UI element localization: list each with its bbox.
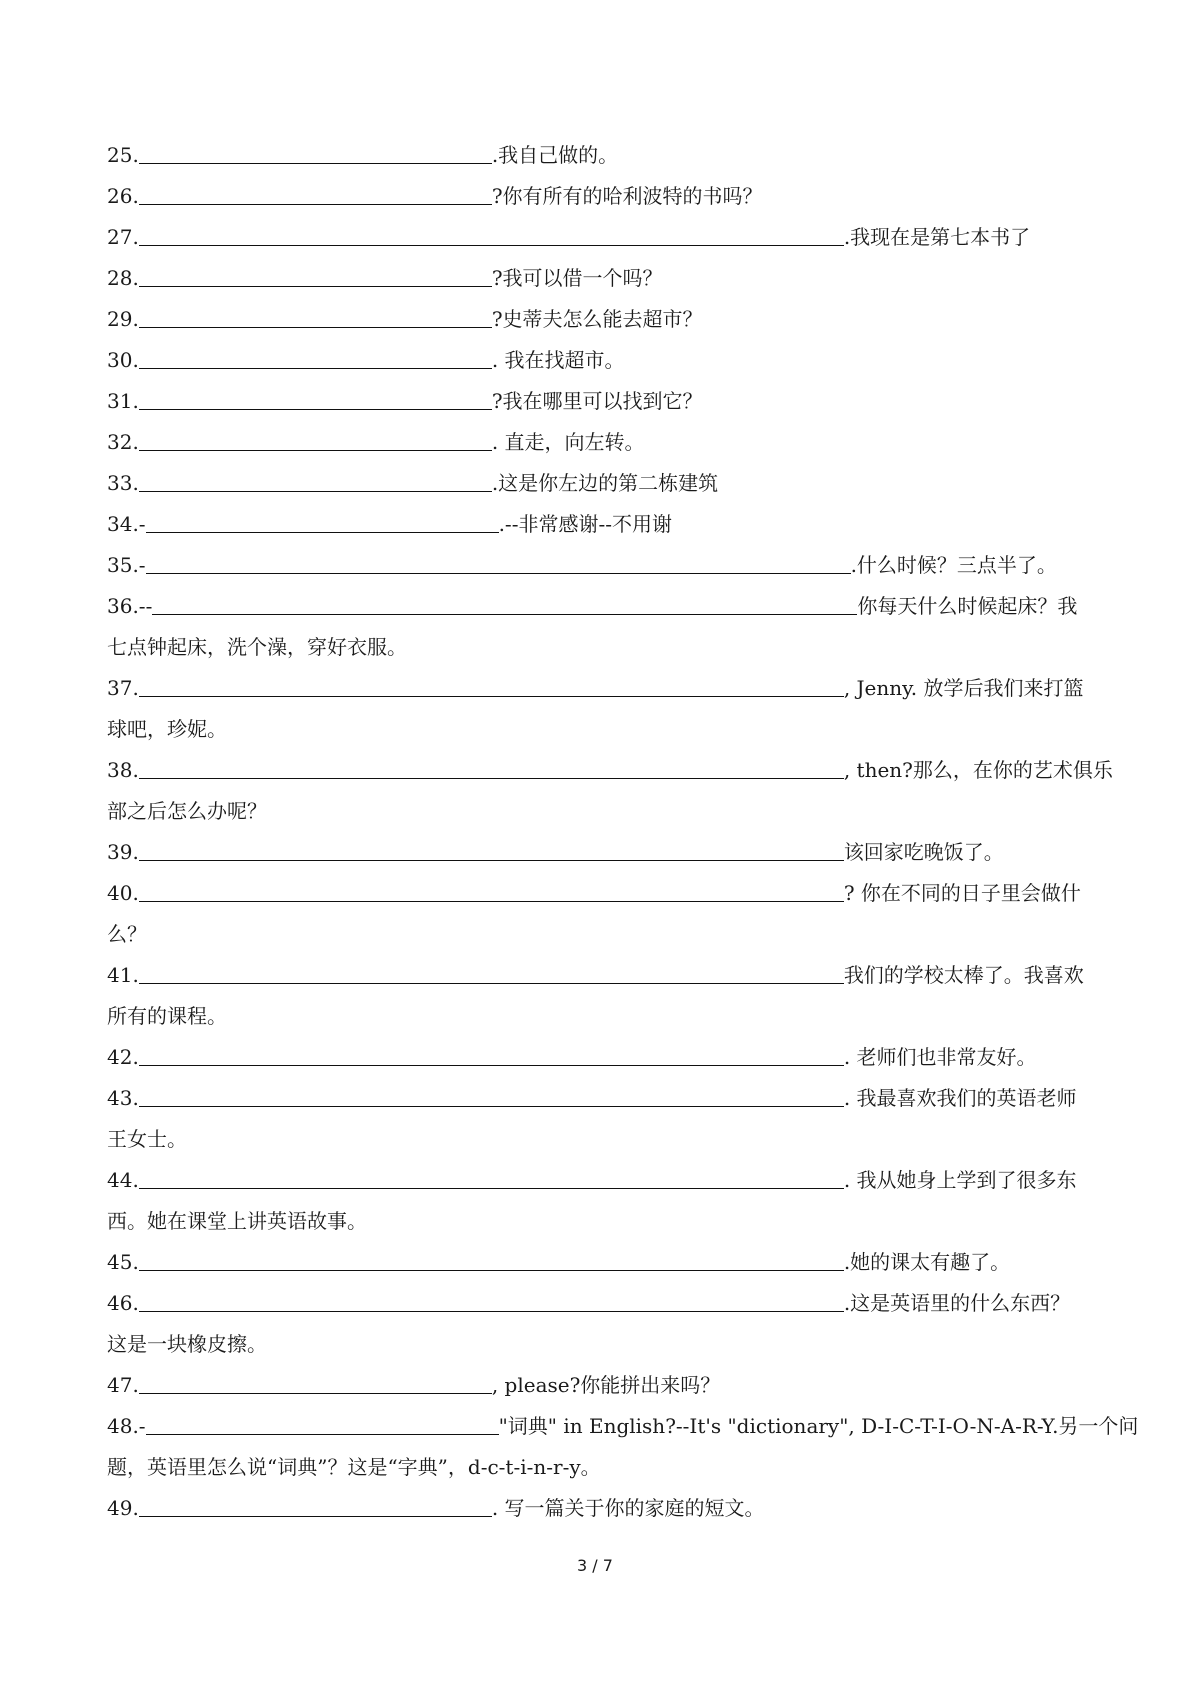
chinese-prompt: ? 你在不同的日子里会做什 — [843, 881, 1081, 905]
chinese-prompt: , then?那么，在你的艺术俱乐 — [843, 758, 1113, 782]
answer-blank[interactable] — [139, 285, 492, 287]
answer-blank[interactable] — [139, 900, 844, 902]
question-number: 42. — [107, 1045, 139, 1069]
answer-blank[interactable] — [139, 162, 492, 164]
answer-blank[interactable] — [139, 490, 492, 492]
question-row — [107, 750, 1113, 791]
chinese-prompt: , please?你能拼出来吗？ — [491, 1373, 721, 1397]
answer-blank[interactable] — [146, 572, 851, 574]
question-row — [107, 832, 1087, 873]
chinese-prompt: .这是英语里的什么东西？ — [843, 1291, 1071, 1315]
chinese-prompt: .这是你左边的第二栋建筑 — [491, 471, 719, 495]
chinese-prompt: ?你有所有的哈利波特的书吗？ — [491, 184, 763, 208]
answer-blank[interactable] — [139, 326, 492, 328]
question-number: 37. — [107, 676, 139, 700]
question-row — [107, 504, 1087, 545]
question-number: 43. — [107, 1086, 139, 1110]
question-row — [107, 463, 1087, 504]
question-number: 33. — [107, 471, 139, 495]
question-number: 40. — [107, 881, 139, 905]
chinese-prompt: .我自己做的。 — [491, 143, 619, 167]
answer-blank[interactable] — [152, 613, 857, 615]
chinese-prompt: 我们的学校太棒了。我喜欢 — [843, 963, 1084, 987]
question-number: 47. — [107, 1373, 139, 1397]
chinese-prompt: , Jenny. 放学后我们来打篮 — [843, 676, 1084, 700]
chinese-prompt: . 我在找超市。 — [491, 348, 625, 372]
answer-blank[interactable] — [139, 1105, 844, 1107]
prompt-continuation: 七点钟起床，洗个澡，穿好衣服。 — [107, 635, 407, 659]
answer-blank[interactable] — [139, 695, 844, 697]
question-number: 25. — [107, 143, 139, 167]
chinese-prompt: . 我从她身上学到了很多东 — [843, 1168, 1077, 1192]
question-row — [107, 135, 1087, 176]
answer-blank[interactable] — [139, 1064, 844, 1066]
question-row — [107, 1078, 1087, 1119]
chinese-prompt: .她的课太有趣了。 — [843, 1250, 1011, 1274]
answer-blank[interactable] — [146, 531, 499, 533]
question-row — [107, 258, 1087, 299]
question-number: 29. — [107, 307, 139, 331]
prompt-continuation: 球吧，珍妮。 — [107, 717, 227, 741]
question-number: 30. — [107, 348, 139, 372]
chinese-prompt: ?我可以借一个吗？ — [491, 266, 663, 290]
question-number: 49. — [107, 1496, 139, 1520]
question-number: 26. — [107, 184, 139, 208]
question-row — [107, 422, 1087, 463]
question-row — [107, 340, 1087, 381]
prompt-continuation: 这是一块橡皮擦。 — [107, 1332, 267, 1356]
answer-blank[interactable] — [139, 1187, 844, 1189]
question-number: 35.- — [107, 553, 146, 577]
prompt-continuation: 么？ — [107, 922, 147, 946]
question-row — [107, 381, 1087, 422]
question-number: 31. — [107, 389, 139, 413]
question-number: 38. — [107, 758, 139, 782]
answer-blank[interactable] — [139, 777, 844, 779]
answer-blank[interactable] — [139, 1269, 844, 1271]
chinese-prompt: ?我在哪里可以找到它？ — [491, 389, 703, 413]
question-number: 41. — [107, 963, 139, 987]
chinese-prompt: .我现在是第七本书了 — [843, 225, 1031, 249]
question-row — [107, 1488, 1087, 1529]
question-row — [107, 1365, 1087, 1406]
question-row — [107, 545, 1087, 586]
question-number: 48.- — [107, 1414, 146, 1438]
answer-blank[interactable] — [139, 1392, 492, 1394]
answer-blank[interactable] — [139, 367, 492, 369]
prompt-continuation: 王女士。 — [107, 1127, 187, 1151]
answer-blank[interactable] — [139, 449, 492, 451]
chinese-prompt: 你每天什么时候起床？我 — [857, 594, 1078, 618]
chinese-prompt: . 直走，向左转。 — [491, 430, 645, 454]
answer-blank[interactable] — [139, 408, 492, 410]
question-row — [107, 1242, 1087, 1283]
question-row — [107, 668, 1087, 709]
page-number: 3 / 7 — [577, 1556, 613, 1575]
answer-blank[interactable] — [139, 1310, 844, 1312]
answer-blank[interactable] — [139, 982, 844, 984]
chinese-prompt: 该回家吃晚饭了。 — [843, 840, 1004, 864]
question-row — [107, 1283, 1087, 1324]
question-number: 27. — [107, 225, 139, 249]
question-number: 32. — [107, 430, 139, 454]
question-row — [107, 955, 1087, 996]
question-number: 44. — [107, 1168, 139, 1192]
question-number: 28. — [107, 266, 139, 290]
question-number: 46. — [107, 1291, 139, 1315]
answer-blank[interactable] — [146, 1433, 499, 1435]
chinese-prompt: . 老师们也非常友好。 — [843, 1045, 1037, 1069]
question-row — [107, 586, 1087, 627]
question-row — [107, 1037, 1087, 1078]
answer-blank[interactable] — [139, 859, 844, 861]
question-number: 34.- — [107, 512, 146, 536]
chinese-prompt: "词典" in English?--It's "dictionary", D-I-C-T-I-O-N-A-R-Y.另一个问 — [498, 1414, 1139, 1438]
prompt-continuation: 西。她在课堂上讲英语故事。 — [107, 1209, 367, 1233]
prompt-continuation: 部之后怎么办呢？ — [107, 799, 267, 823]
answer-blank[interactable] — [139, 203, 492, 205]
question-row — [107, 299, 1087, 340]
chinese-prompt: .--非常感谢--不用谢 — [498, 512, 672, 536]
chinese-prompt: .什么时候？三点半了。 — [850, 553, 1057, 577]
chinese-prompt: . 写一篇关于你的家庭的短文。 — [491, 1496, 765, 1520]
chinese-prompt: . 我最喜欢我们的英语老师 — [843, 1086, 1077, 1110]
question-row — [107, 176, 1087, 217]
question-number: 45. — [107, 1250, 139, 1274]
prompt-continuation: 所有的课程。 — [107, 1004, 227, 1028]
answer-blank[interactable] — [139, 244, 844, 246]
chinese-prompt: ?史蒂夫怎么能去超市？ — [491, 307, 703, 331]
question-number: 39. — [107, 840, 139, 864]
question-row — [107, 1160, 1087, 1201]
question-number: 36.-- — [107, 594, 153, 618]
question-row — [107, 1406, 1139, 1447]
prompt-continuation: 题，英语里怎么说“词典”？这是“字典”，d-c-t-i-n-r-y。 — [107, 1455, 601, 1479]
question-row — [107, 873, 1087, 914]
question-row — [107, 217, 1087, 258]
answer-blank[interactable] — [139, 1515, 492, 1517]
